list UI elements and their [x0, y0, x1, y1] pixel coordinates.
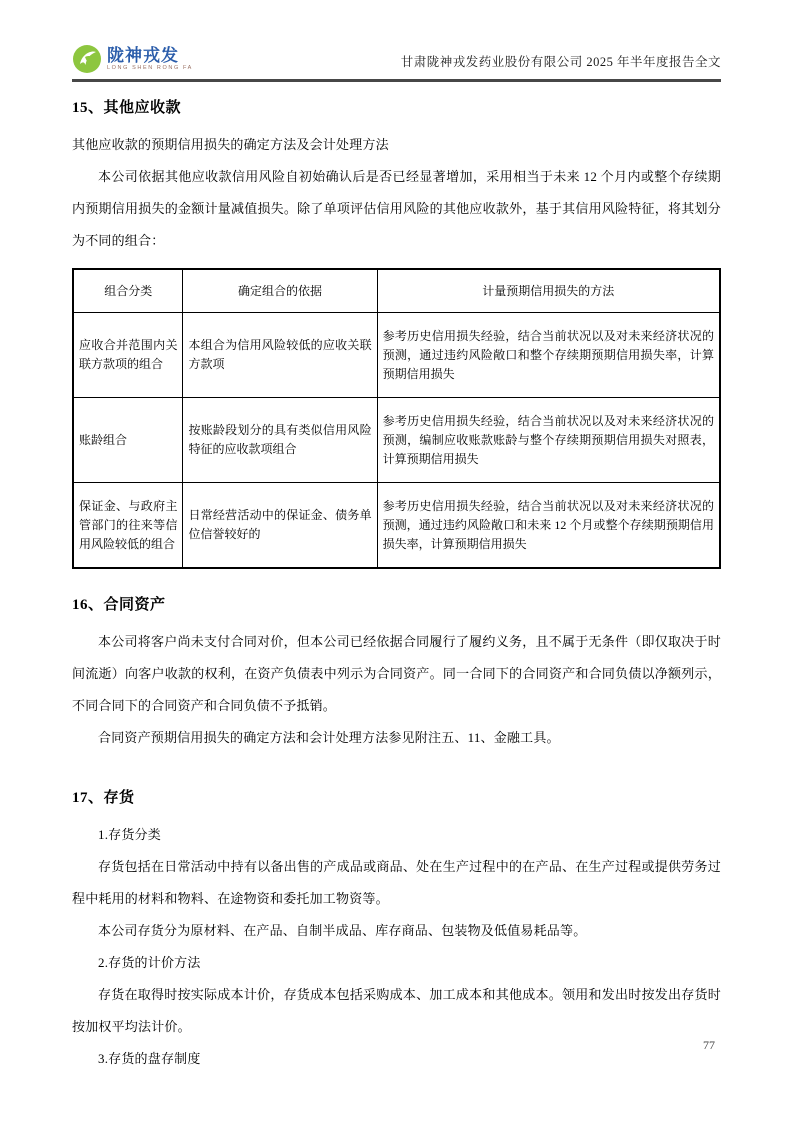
table-cell: 账龄组合 — [73, 398, 183, 483]
section-15-heading: 15、其他应收款 — [72, 100, 182, 116]
report-title: 甘肃陇神戎发药业股份有限公司 2025 年半年度报告全文 — [400, 55, 721, 69]
table-cell: 按账龄段划分的具有类似信用风险特征的应收款项组合 — [183, 398, 377, 483]
s17-paragraph-3: 本公司存货分为原材料、在产品、自制半成品、库存商品、包装物及低值易耗品等。 — [98, 923, 587, 938]
s17-item-1: 1.存货分类 — [98, 827, 161, 842]
header-divider — [72, 79, 721, 82]
company-logo — [72, 44, 193, 74]
s15-paragraph-2: 本公司依据其他应收款信用风险自初始确认后是否已经显著增加，采用相当于未来 12 个月内或整个存续期内预期信用损失的金额计量减值损失。除了单项评估信用风险的其他应收款外，基于其信用风险特征，将其划分为不同的组合： — [72, 169, 721, 248]
s17-item-2: 2.存货的计价方法 — [98, 955, 201, 970]
table-row — [73, 398, 720, 483]
logo-text-en: LONG SHEN RONG FA — [107, 64, 193, 71]
table-cell: 参考历史信用损失经验，结合当前状况以及对未来经济状况的预测，编制应收账款账龄与整个存续期预期信用损失对照表，计算预期信用损失 — [377, 398, 720, 483]
table-cell: 应收合并范围内关联方款项的组合 — [73, 313, 183, 398]
logo-text-cn: 陇神戎发 — [107, 45, 179, 65]
s16-paragraph-2: 合同资产预期信用损失的确定方法和会计处理方法参见附注五、11、金融工具。 — [98, 730, 560, 745]
table-cell: 参考历史信用损失经验，结合当前状况以及对未来经济状况的预测，通过违约风险敞口和未来 12 个月或整个存续期预期信用损失率，计算预期信用损失 — [377, 483, 720, 569]
table-cell: 保证金、与政府主管部门的往来等信用风险较低的组合 — [73, 483, 183, 569]
s17-paragraph-2: 存货包括在日常活动中持有以备出售的产成品或商品、处在生产过程中的在产品、在生产过程或提供劳务过程中耗用的材料和物料、在途物资和委托加工物资等。 — [72, 859, 721, 906]
table-cell: 日常经营活动中的保证金、债务单位信誉较好的 — [183, 483, 377, 569]
table-cell: 参考历史信用损失经验，结合当前状况以及对未来经济状况的预测，通过违约风险敞口和整个存续期预期信用损失率，计算预期信用损失 — [377, 313, 720, 398]
credit-loss-table — [72, 268, 721, 569]
table-header-cell: 组合分类 — [73, 269, 183, 313]
s15-paragraph-1: 其他应收款的预期信用损失的确定方法及会计处理方法 — [72, 137, 389, 152]
section-17-heading: 17、存货 — [72, 790, 135, 806]
s17-paragraph-5: 存货在取得时按实际成本计价，存货成本包括采购成本、加工成本和其他成本。领用和发出时按发出存货时按加权平均法计价。 — [72, 987, 721, 1034]
table-header-row — [73, 269, 720, 313]
page-header — [72, 44, 721, 74]
page-number: 77 — [703, 1038, 715, 1052]
s16-paragraph-1: 本公司将客户尚未支付合同对价，但本公司已经依据合同履行了履约义务，且不属于无条件（即仅取决于时间流逝）向客户收款的权利，在资产负债表中列示为合同资产。同一合同下的合同资产和合同负债以净额列示，不同合同下的合同资产和合同负债不予抵销。 — [72, 634, 721, 713]
table-row — [73, 483, 720, 569]
table-header-cell: 确定组合的依据 — [183, 269, 377, 313]
s17-item-3: 3.存货的盘存制度 — [98, 1051, 201, 1066]
table-row — [73, 313, 720, 398]
section-16-heading: 16、合同资产 — [72, 597, 166, 613]
table-cell: 本组合为信用风险较低的应收关联方款项 — [183, 313, 377, 398]
table-header-cell: 计量预期信用损失的方法 — [377, 269, 720, 313]
logo-icon — [72, 44, 102, 74]
logo-text-block — [107, 47, 193, 72]
